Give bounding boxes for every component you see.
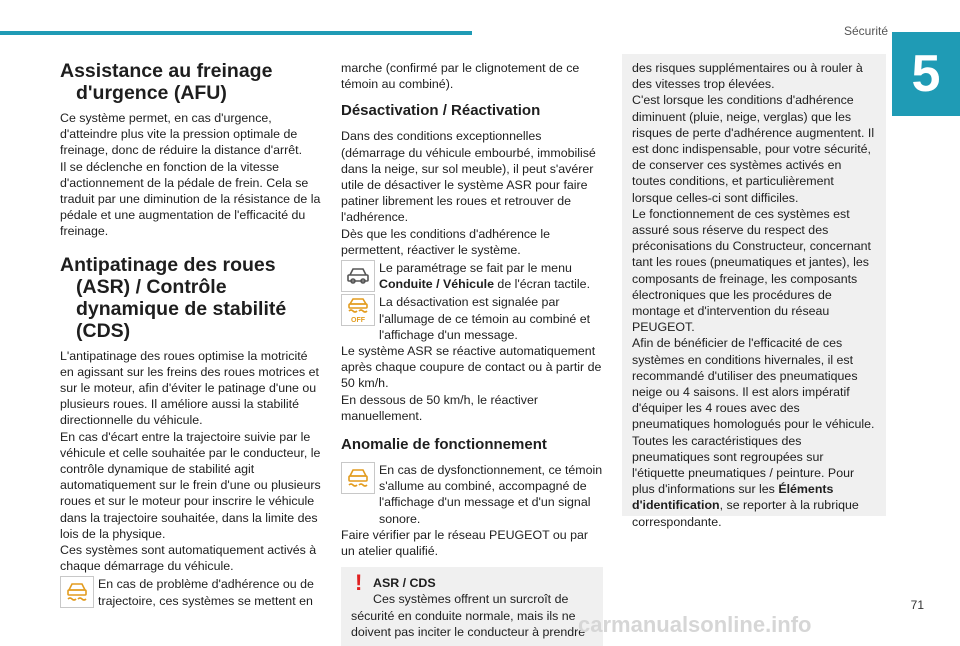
reactivation-text: Le système ASR se réactive automatiquement après chaque coupure de contact ou à partir de 50 km/h. (341, 344, 602, 391)
fault-text: En cas de dysfonctionnement, ce témoin s'allume au combiné, accompagné de l'affichage d'un message et d'un signal sonore. (379, 463, 603, 526)
afu-paragraph: Ce système permet, en cas d'urgence, d'atteindre plus vite la pression optimale de freinage, donc de réduire la distance d'arrêt. (60, 111, 303, 158)
note-paragraph: Toutes les caractéristiques des pneumatiques sont regroupées sur l'étiquette pneumatiques / peinture. Pour plus d'informations sur les Éléments d'identification, se reporter à la rubrique correspondante. (632, 433, 859, 529)
continuation-text: marche (confirmé par le clignotement de ce témoin au combiné). (341, 61, 580, 92)
page-number: 71 (910, 598, 924, 612)
note-text: Ces systèmes offrent un surcroît de sécurité en conduite normale, mais ils ne doivent pas inciter le conducteur à prendre (351, 592, 586, 639)
deactivation-heading: Désactivation / Réactivation (341, 102, 541, 120)
skid-off-icon (341, 294, 375, 326)
car-settings-icon (341, 260, 375, 292)
deactivation-paragraph: Dans des conditions exceptionnelles (démarrage du véhicule embourbé, immobilisé dans la neige, sur sol meuble), il peut s'avérer utile de désactiver le système ASR pour faire patiner librement les roues et retrouver de l'adhérence. (341, 129, 596, 225)
reactivation-text: En dessous de 50 km/h, le réactiver manuellement. (341, 392, 538, 423)
column-2 (341, 60, 603, 646)
note-paragraph: des risques supplémentaires ou à rouler à des vitesses trop élevées. (632, 61, 863, 92)
note-title: ASR / CDS (373, 576, 436, 591)
asr-paragraph: En cas d'écart entre la trajectoire suivie par le véhicule et celle souhaitée par le conducteur, le contrôle dynamique de stabilité agit automatiquement sur le frein d'une ou plusieurs roues et sur le moteur pour inscrire le véhicule dans la trajectoire souhaitée, dans la limite des lois de la physique. (60, 429, 321, 541)
svg-text:OFF: OFF (351, 317, 365, 325)
asr-warning-row (60, 576, 322, 608)
chapter-number-tab: 5 (892, 32, 960, 116)
afu-heading: Assistance au freinage d'urgence (AFU) (60, 60, 273, 104)
section-label: Sécurité (843, 24, 888, 38)
menu-text: Le paramétrage se fait par le menu Conduite / Véhicule de l'écran tactile. (379, 261, 591, 292)
warning-note (341, 567, 603, 646)
identification-link[interactable]: Éléments d'identification (632, 482, 834, 513)
asr-paragraph: L'antipatinage des roues optimise la motricité en agissant sur les freins des roues motrices et sur le moteur, afin d'éviter le patinage d'une ou plusieurs roues. Il améliore aussi la stabilité directionnelle du véhicule. (60, 348, 319, 428)
asr-heading: Antipatinage des roues (ASR) / Contrôle dynamique de stabilité (CDS) (60, 253, 287, 342)
note-paragraph: Le fonctionnement de ces systèmes est assuré sous réserve du respect des préconisations du Constructeur, concernant tant les roues (pneumatiques et jantes), les composants de freinage, les composants électroniques que les procédures de montage et d'intervention du réseau PEUGEOT. (632, 206, 872, 335)
continued-note-box (622, 54, 886, 529)
off-indicator-text: La désactivation est signalée par l'allumage de ce témoin au combiné et l'affichage d'un message. (379, 295, 591, 342)
asr-paragraph: Ces systèmes sont automatiquement activés à chaque démarrage du véhicule. (60, 543, 317, 574)
note-paragraph: Afin de bénéficier de l'efficacité de ces systèmes en conditions hivernales, il est recommandé d'utiliser des pneumatiques neige ou 4 saisons. Il est alors impératif d'équiper les 4 roues avec des pneumatiques homologués pour le véhicule. (632, 336, 875, 432)
asr-warning-text: En cas de problème d'adhérence ou de trajectoire, ces systèmes se mettent en (98, 577, 314, 608)
menu-row (341, 260, 603, 292)
fault-heading: Anomalie de fonctionnement (341, 436, 547, 454)
watermark: carmanualsonline.info (578, 612, 812, 637)
skid-warning-icon (60, 576, 94, 608)
fault-text-2: Faire vérifier par le réseau PEUGEOT ou par un atelier qualifié. (341, 527, 588, 559)
deactivation-paragraph: Dès que les conditions d'adhérence le permettent, réactiver le système. (341, 226, 551, 257)
header-accent-bar (0, 31, 472, 35)
note-paragraph: C'est lorsque les conditions d'adhérence diminuent (pluie, neige, verglas) que les risques de perte d'adhérence augmentent. Il est donc indispensable, pour votre sécurité, de conserver ces systèmes activés en toutes conditions, et particulièrement lorsque celles-ci sont difficiles. (632, 93, 875, 205)
column-1 (60, 60, 322, 609)
fault-row (341, 462, 603, 527)
skid-warning-icon (341, 462, 375, 494)
off-indicator-row (341, 294, 603, 343)
exclamation-icon: ! (355, 570, 363, 596)
afu-paragraph: Il se déclenche en fonction de la vitesse d'actionnement de la pédale de frein. Cela se traduit par une diminution de la résistance de la pédale et une augmentation de l'efficacité du freinage. (60, 159, 321, 239)
